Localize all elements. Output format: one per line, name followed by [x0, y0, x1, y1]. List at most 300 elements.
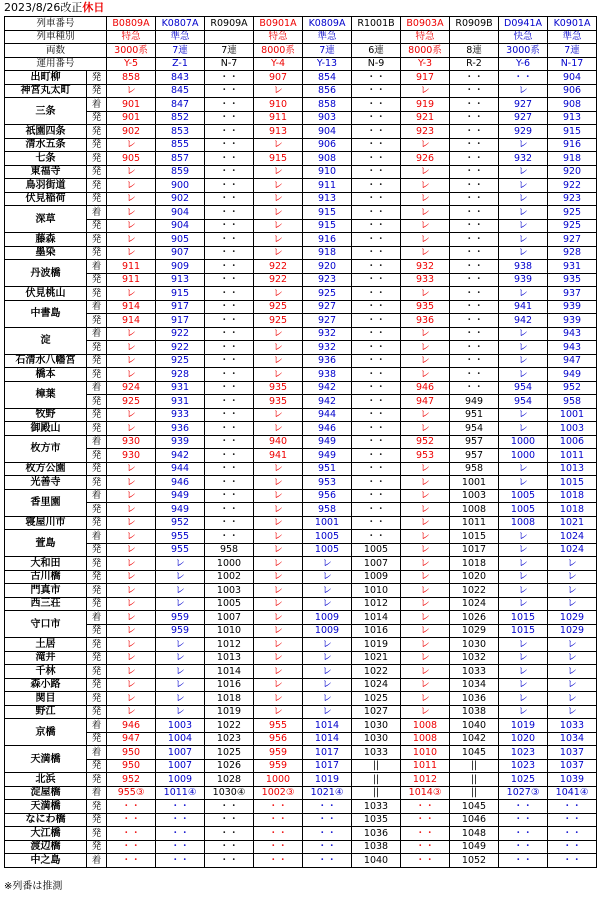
time-cell: ・・	[450, 125, 499, 139]
train-op-cell: R-2	[450, 57, 499, 71]
time-cell: 913	[303, 192, 352, 206]
station-name: 御殿山	[5, 422, 87, 436]
time-cell: 1035	[352, 813, 401, 827]
time-cell: レ	[499, 462, 548, 476]
time-cell: ・・	[450, 71, 499, 85]
table-row	[5, 179, 597, 193]
time-cell: 953	[401, 449, 450, 463]
time-cell: ・・	[450, 152, 499, 166]
arr-dep-marker: 着	[87, 489, 107, 503]
arr-dep-marker: 着	[87, 98, 107, 112]
station-name: 野江	[5, 705, 87, 719]
time-cell: 949	[548, 368, 597, 382]
time-cell: ・・	[205, 111, 254, 125]
time-cell: レ	[107, 84, 156, 98]
time-cell: レ	[254, 192, 303, 206]
time-cell: 932	[303, 327, 352, 341]
time-cell: 1003	[205, 584, 254, 598]
arr-dep-marker: 発	[87, 84, 107, 98]
train-kind-cell: 準急	[156, 30, 205, 44]
time-cell: レ	[548, 584, 597, 598]
time-cell: ・・	[352, 327, 401, 341]
time-cell: レ	[303, 651, 352, 665]
time-cell: ・・	[205, 813, 254, 827]
arr-dep-marker: 着	[87, 854, 107, 868]
time-cell: 1017	[303, 759, 352, 773]
time-cell: 1017	[303, 746, 352, 760]
time-cell: 1034	[450, 678, 499, 692]
time-cell: 944	[156, 462, 205, 476]
time-cell: レ	[107, 705, 156, 719]
time-cell: レ	[107, 530, 156, 544]
train-kind-cell: 特急	[107, 30, 156, 44]
time-cell: ・・	[352, 287, 401, 301]
station-name: 淀	[5, 327, 87, 354]
time-cell: 941	[254, 449, 303, 463]
time-cell: 1049	[450, 840, 499, 854]
time-cell: レ	[499, 584, 548, 598]
time-cell: 1039	[548, 773, 597, 787]
time-cell: 1045	[450, 746, 499, 760]
time-cell: 1001	[450, 476, 499, 490]
arr-dep-marker: 着	[87, 786, 107, 800]
time-cell: ・・	[450, 327, 499, 341]
time-cell: レ	[303, 692, 352, 706]
station-name: 中之島	[5, 854, 87, 868]
time-cell: レ	[254, 692, 303, 706]
time-cell: レ	[156, 651, 205, 665]
time-cell: レ	[107, 503, 156, 517]
time-cell: ・・	[548, 800, 597, 814]
time-cell: ・・	[352, 314, 401, 328]
time-cell: レ	[548, 705, 597, 719]
time-cell: ・・	[450, 341, 499, 355]
arr-dep-marker: 発	[87, 165, 107, 179]
time-cell: レ	[401, 368, 450, 382]
time-cell: レ	[254, 233, 303, 247]
time-cell: レ	[107, 611, 156, 625]
table-row	[5, 665, 597, 679]
time-cell: 853	[156, 125, 205, 139]
table-row	[5, 327, 597, 341]
time-cell: レ	[499, 179, 548, 193]
time-cell: レ	[401, 611, 450, 625]
time-cell: ・・	[352, 300, 401, 314]
time-cell: 1025	[352, 692, 401, 706]
time-cell: 917	[401, 71, 450, 85]
time-cell: レ	[254, 638, 303, 652]
time-cell: 1012	[205, 638, 254, 652]
time-cell: ・・	[450, 219, 499, 233]
time-cell: レ	[107, 327, 156, 341]
time-cell: 935	[254, 395, 303, 409]
time-cell: 1010	[205, 624, 254, 638]
time-cell: レ	[254, 705, 303, 719]
time-cell: レ	[107, 678, 156, 692]
time-cell: 928	[548, 246, 597, 260]
time-cell: 914	[107, 300, 156, 314]
time-cell: 1005	[499, 503, 548, 517]
time-cell: 958	[548, 395, 597, 409]
time-cell: 1003	[548, 422, 597, 436]
train-num-cell: K0901A	[548, 17, 597, 31]
time-cell: レ	[499, 354, 548, 368]
time-cell: 957	[450, 449, 499, 463]
station-name: 千林	[5, 665, 87, 679]
time-cell: レ	[107, 624, 156, 638]
time-cell: レ	[254, 530, 303, 544]
station-name: 神宮丸太町	[5, 84, 87, 98]
table-row	[5, 570, 597, 584]
time-cell: レ	[254, 651, 303, 665]
time-cell: ・・	[205, 125, 254, 139]
time-cell: 918	[548, 152, 597, 166]
time-cell: レ	[254, 516, 303, 530]
time-cell: レ	[254, 503, 303, 517]
time-cell: レ	[499, 638, 548, 652]
time-cell: 953	[303, 476, 352, 490]
time-cell: 931	[156, 381, 205, 395]
time-cell: 909	[156, 260, 205, 274]
station-name: 藤森	[5, 233, 87, 247]
time-cell: 955	[156, 543, 205, 557]
time-cell: 958	[303, 503, 352, 517]
time-cell: ・・	[450, 300, 499, 314]
time-cell: 902	[156, 192, 205, 206]
time-cell: ・・	[352, 462, 401, 476]
arr-dep-marker: 発	[87, 192, 107, 206]
table-row	[5, 341, 597, 355]
arr-dep-marker: 発	[87, 287, 107, 301]
time-cell: レ	[156, 678, 205, 692]
time-cell: 927	[499, 111, 548, 125]
arr-dep-marker: 着	[87, 746, 107, 760]
time-cell: 956	[254, 732, 303, 746]
arr-dep-marker: 着	[87, 327, 107, 341]
arr-dep-marker: 発	[87, 651, 107, 665]
time-cell: ・・	[156, 854, 205, 868]
arr-dep-marker: 発	[87, 368, 107, 382]
time-cell: 1014③	[401, 786, 450, 800]
time-cell: レ	[156, 665, 205, 679]
table-row	[5, 678, 597, 692]
time-cell: レ	[499, 651, 548, 665]
time-cell: 933	[401, 273, 450, 287]
arr-dep-marker: 発	[87, 773, 107, 787]
time-cell: 1014	[303, 732, 352, 746]
table-row	[5, 530, 597, 544]
arr-dep-marker: 発	[87, 449, 107, 463]
time-cell: 957	[450, 435, 499, 449]
time-cell: 911	[107, 260, 156, 274]
time-cell: レ	[303, 570, 352, 584]
time-cell: 936	[303, 354, 352, 368]
time-cell: 952	[107, 773, 156, 787]
train-kind-cell: 準急	[548, 30, 597, 44]
time-cell: ・・	[352, 219, 401, 233]
table-row	[5, 746, 597, 760]
arr-dep-marker: 発	[87, 624, 107, 638]
time-cell: 910	[254, 98, 303, 112]
time-cell: 1010	[352, 584, 401, 598]
time-cell: 915	[303, 206, 352, 220]
arr-dep-marker: 発	[87, 692, 107, 706]
time-cell: レ	[254, 206, 303, 220]
time-cell: レ	[401, 584, 450, 598]
time-cell: 1024	[548, 530, 597, 544]
time-cell: ・・	[450, 287, 499, 301]
time-cell: レ	[254, 584, 303, 598]
time-cell: ・・	[352, 516, 401, 530]
time-cell: 924	[107, 381, 156, 395]
train-cars-cell: 3000系	[499, 44, 548, 58]
time-cell: レ	[401, 503, 450, 517]
time-cell: 932	[401, 260, 450, 274]
time-cell: レ	[499, 543, 548, 557]
time-cell: ・・	[352, 152, 401, 166]
time-cell: 943	[548, 327, 597, 341]
time-cell: ・・	[450, 260, 499, 274]
time-cell: レ	[254, 476, 303, 490]
time-cell: ||	[450, 759, 499, 773]
time-cell: ・・	[352, 98, 401, 112]
time-cell: レ	[499, 341, 548, 355]
timetable-header	[4, 1, 104, 15]
time-cell: ・・	[499, 813, 548, 827]
time-cell: レ	[156, 597, 205, 611]
train-op-cell: N-17	[548, 57, 597, 71]
time-cell: 858	[107, 71, 156, 85]
time-cell: 858	[303, 98, 352, 112]
time-cell: レ	[303, 638, 352, 652]
time-cell: レ	[254, 138, 303, 152]
time-cell: 859	[156, 165, 205, 179]
time-cell: レ	[107, 692, 156, 706]
time-cell: レ	[107, 368, 156, 382]
arr-dep-marker: 発	[87, 759, 107, 773]
time-cell: ・・	[499, 71, 548, 85]
time-cell: ・・	[303, 840, 352, 854]
time-cell: レ	[156, 570, 205, 584]
table-row	[5, 435, 597, 449]
time-cell: 1005	[499, 489, 548, 503]
time-cell: 903	[303, 111, 352, 125]
arr-dep-marker: 発	[87, 800, 107, 814]
header-label: 両数	[5, 44, 107, 58]
time-cell: 900	[156, 179, 205, 193]
time-cell: 843	[156, 71, 205, 85]
time-cell: ・・	[352, 111, 401, 125]
time-cell: 939	[548, 314, 597, 328]
time-cell: 1018	[450, 557, 499, 571]
time-cell: ・・	[156, 840, 205, 854]
time-cell: レ	[156, 638, 205, 652]
time-cell: レ	[254, 624, 303, 638]
time-cell: レ	[254, 165, 303, 179]
time-cell: 949	[303, 449, 352, 463]
station-name: 光善寺	[5, 476, 87, 490]
time-cell: ・・	[303, 854, 352, 868]
time-cell: ・・	[450, 368, 499, 382]
train-kind-cell	[450, 30, 499, 44]
station-name: 渡辺橋	[5, 840, 87, 854]
time-cell: 949	[156, 489, 205, 503]
time-cell: 931	[156, 395, 205, 409]
time-cell: ・・	[205, 192, 254, 206]
time-cell: 1018	[205, 692, 254, 706]
time-cell: ・・	[499, 827, 548, 841]
time-cell: レ	[107, 476, 156, 490]
table-row	[5, 138, 597, 152]
time-cell: レ	[499, 476, 548, 490]
time-cell: レ	[107, 462, 156, 476]
table-row	[5, 233, 597, 247]
time-cell: 936	[156, 422, 205, 436]
time-cell: 1019	[499, 719, 548, 733]
time-cell: 932	[499, 152, 548, 166]
time-cell: 1016	[205, 678, 254, 692]
time-cell: 947	[401, 395, 450, 409]
table-row	[5, 273, 597, 287]
table-row	[5, 422, 597, 436]
time-cell: 1010	[401, 746, 450, 760]
station-name: 出町柳	[5, 71, 87, 85]
time-cell: 1024	[548, 543, 597, 557]
holiday-label: 休日	[82, 1, 105, 14]
time-cell: 1004	[156, 732, 205, 746]
table-row	[5, 719, 597, 733]
header-label: 運用番号	[5, 57, 107, 71]
time-cell: レ	[254, 543, 303, 557]
time-cell: レ	[254, 422, 303, 436]
time-cell: 1023	[205, 732, 254, 746]
table-row	[5, 408, 597, 422]
time-cell: レ	[401, 287, 450, 301]
arr-dep-marker: 発	[87, 516, 107, 530]
arr-dep-marker: 発	[87, 705, 107, 719]
time-cell: 1046	[450, 813, 499, 827]
time-cell: レ	[156, 705, 205, 719]
train-kind-cell: 特急	[254, 30, 303, 44]
station-name: 墨染	[5, 246, 87, 260]
time-cell: ||	[352, 773, 401, 787]
time-cell: ・・	[205, 206, 254, 220]
time-cell: レ	[156, 584, 205, 598]
time-cell: レ	[254, 489, 303, 503]
train-num-cell: R0909B	[450, 17, 499, 31]
time-cell: 925	[254, 300, 303, 314]
time-cell: ・・	[352, 246, 401, 260]
time-cell: 1011	[450, 516, 499, 530]
time-cell: 931	[548, 260, 597, 274]
time-cell: ・・	[548, 840, 597, 854]
arr-dep-marker: 発	[87, 678, 107, 692]
time-cell: レ	[548, 597, 597, 611]
time-cell: 1002	[205, 570, 254, 584]
time-cell: レ	[499, 327, 548, 341]
time-cell: ・・	[352, 233, 401, 247]
time-cell: ・・	[205, 152, 254, 166]
time-cell: 952	[156, 516, 205, 530]
time-cell: ・・	[205, 273, 254, 287]
time-cell: レ	[499, 408, 548, 422]
time-cell: レ	[107, 354, 156, 368]
time-cell: レ	[254, 611, 303, 625]
footnote: ※列番は推測	[4, 881, 63, 892]
time-cell: 1011	[401, 759, 450, 773]
time-cell: ・・	[352, 138, 401, 152]
time-cell: 1000	[254, 773, 303, 787]
train-cars-cell: 7連	[303, 44, 352, 58]
station-name: 淀屋橋	[5, 786, 87, 800]
station-name: 深草	[5, 206, 87, 233]
time-cell: 922	[156, 341, 205, 355]
time-cell: レ	[254, 570, 303, 584]
train-num-cell: R0909A	[205, 17, 254, 31]
time-cell: 913	[254, 125, 303, 139]
table-row	[5, 381, 597, 395]
arr-dep-marker: 発	[87, 246, 107, 260]
table-row	[5, 624, 597, 638]
time-cell: 939	[156, 435, 205, 449]
time-cell: 904	[156, 206, 205, 220]
station-name: 森小路	[5, 678, 87, 692]
time-cell: ・・	[352, 260, 401, 274]
time-cell: ・・	[352, 503, 401, 517]
station-name: 守口市	[5, 611, 87, 638]
time-cell: レ	[401, 570, 450, 584]
time-cell: レ	[254, 287, 303, 301]
train-op-cell: Y-3	[401, 57, 450, 71]
time-cell: レ	[401, 462, 450, 476]
train-cars-cell: 7連	[156, 44, 205, 58]
time-cell: ・・	[205, 381, 254, 395]
train-cars-cell: 7連	[205, 44, 254, 58]
train-op-cell: Z-1	[156, 57, 205, 71]
station-name: 枚方市	[5, 435, 87, 462]
table-row	[5, 503, 597, 517]
time-cell: ・・	[205, 233, 254, 247]
time-cell: 959	[156, 611, 205, 625]
arr-dep-marker: 発	[87, 179, 107, 193]
table-row	[5, 854, 597, 868]
time-cell: 920	[303, 260, 352, 274]
time-cell: 1022	[352, 665, 401, 679]
time-cell: ・・	[205, 219, 254, 233]
table-row	[5, 449, 597, 463]
time-cell: ・・	[450, 273, 499, 287]
arr-dep-marker: 発	[87, 395, 107, 409]
table-row	[5, 638, 597, 652]
train-kind-cell: 準急	[303, 30, 352, 44]
time-cell: 940	[254, 435, 303, 449]
time-cell: 946	[303, 422, 352, 436]
time-cell: 925	[548, 219, 597, 233]
time-cell: ・・	[254, 854, 303, 868]
time-cell: レ	[499, 530, 548, 544]
time-cell: 954	[450, 422, 499, 436]
station-name: 牧野	[5, 408, 87, 422]
time-cell: 1030④	[205, 786, 254, 800]
time-cell: 857	[156, 152, 205, 166]
time-cell: ・・	[205, 840, 254, 854]
time-cell: レ	[107, 516, 156, 530]
time-cell: レ	[254, 665, 303, 679]
table-row	[5, 732, 597, 746]
time-cell: ・・	[205, 165, 254, 179]
time-cell: 922	[254, 260, 303, 274]
time-cell: 1024	[450, 597, 499, 611]
